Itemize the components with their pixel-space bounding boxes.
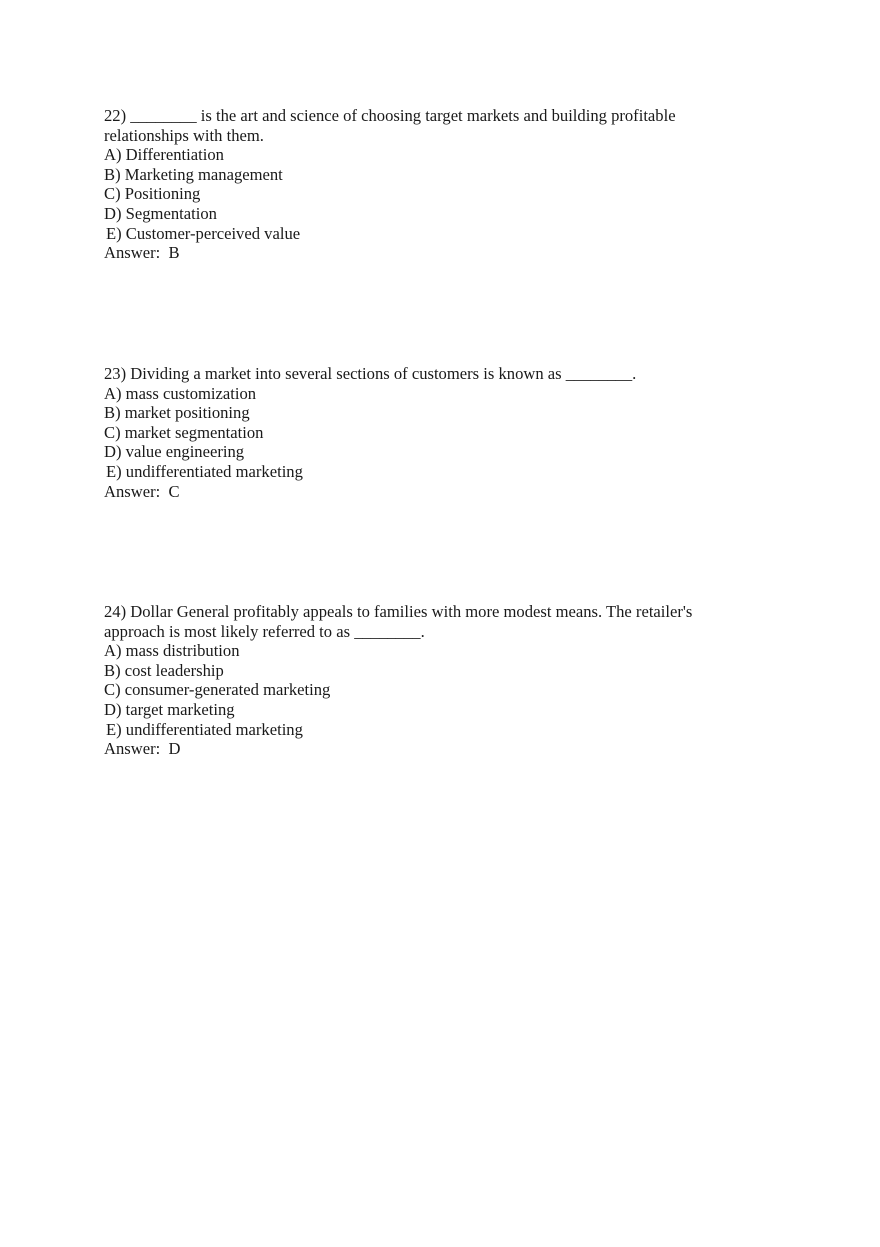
question-23 bbox=[104, 364, 744, 501]
option-b: B) market positioning bbox=[104, 403, 250, 423]
option-d: D) value engineering bbox=[104, 442, 245, 462]
option-b: B) Marketing management bbox=[104, 164, 283, 184]
answer-key: Answer: D bbox=[104, 739, 181, 759]
option-a: A) mass distribution bbox=[104, 641, 240, 661]
answer-key: Answer: C bbox=[104, 481, 180, 501]
option-e: E) Customer-perceived value bbox=[106, 223, 301, 243]
answer-options bbox=[104, 384, 744, 482]
question-stem: 24) Dollar General profitably appeals to families with more modest means. The retailer's approach is most likely referred to as ________. bbox=[104, 602, 693, 641]
question-24 bbox=[104, 602, 744, 759]
option-c: C) market segmentation bbox=[104, 422, 264, 442]
question-22 bbox=[104, 106, 744, 263]
option-d: D) Segmentation bbox=[104, 203, 217, 223]
option-a: A) Differentiation bbox=[104, 145, 224, 165]
option-c: C) Positioning bbox=[104, 184, 201, 204]
answer-options bbox=[104, 145, 744, 243]
question-stem: 23) Dividing a market into several sections of customers is known as ________. bbox=[104, 364, 637, 383]
answer-key: Answer: B bbox=[104, 243, 180, 263]
option-e: E) undifferentiated marketing bbox=[106, 461, 303, 481]
option-d: D) target marketing bbox=[104, 699, 235, 719]
option-e: E) undifferentiated marketing bbox=[106, 719, 303, 739]
answer-options bbox=[104, 641, 744, 739]
option-b: B) cost leadership bbox=[104, 660, 224, 680]
question-stem: 22) ________ is the art and science of choosing target markets and building profitable relationships with them. bbox=[104, 106, 676, 145]
option-a: A) mass customization bbox=[104, 383, 257, 403]
option-c: C) consumer-generated marketing bbox=[104, 680, 331, 700]
